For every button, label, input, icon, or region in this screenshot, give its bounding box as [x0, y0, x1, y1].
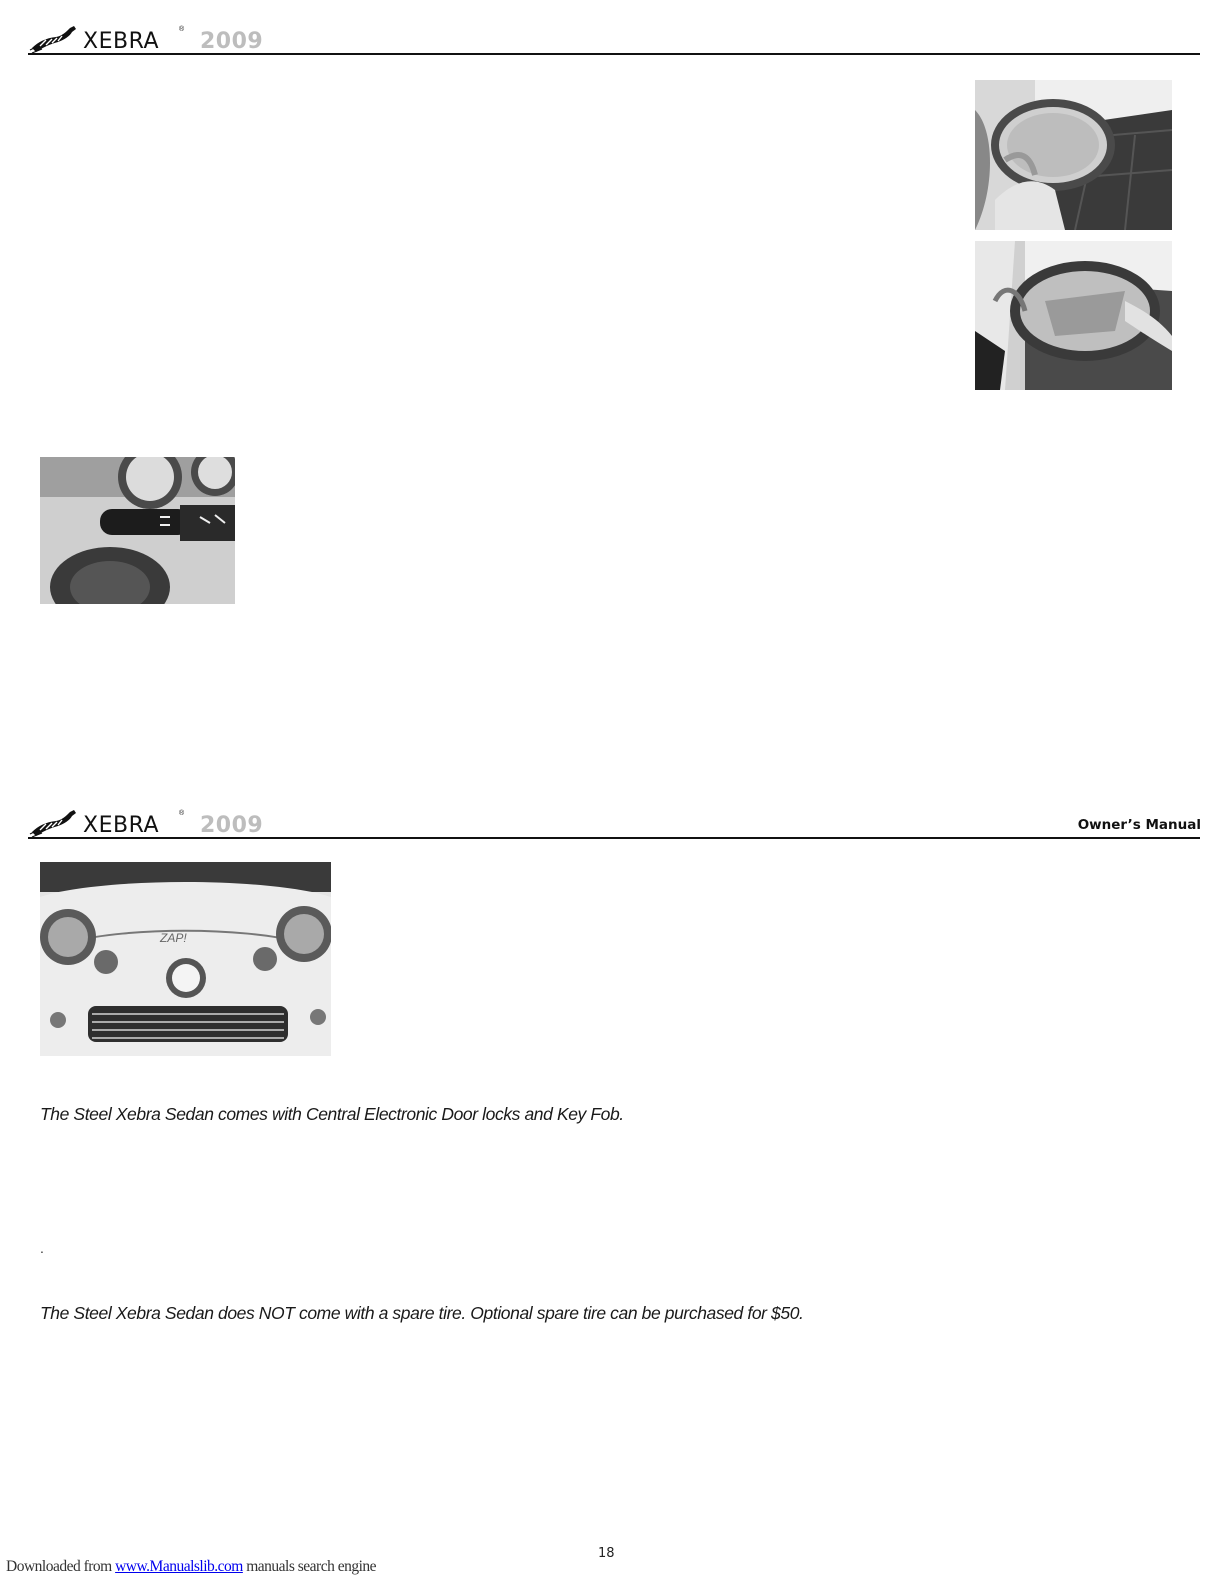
- mirror-removal-photo: [975, 80, 1172, 230]
- zebra-logo-icon: [28, 20, 80, 54]
- brand-year: 2009: [200, 29, 264, 54]
- header-rule-top: [28, 53, 1200, 55]
- brand-wordmark: XEBRA: [83, 813, 160, 838]
- brand-header-top: [28, 20, 288, 54]
- sedan-front-photo: [40, 862, 331, 1056]
- manualslib-link[interactable]: www.Manualslib.com: [115, 1558, 243, 1575]
- door-locks-text: The Steel Xebra Sedan comes with Central Electronic Door locks and Key Fob.: [40, 1104, 624, 1124]
- zap-badge: ZAP!: [160, 931, 187, 945]
- page-number: 18: [598, 1546, 615, 1561]
- manual-title: Owner’s Manual: [1077, 817, 1201, 833]
- brand-year: 2009: [200, 813, 264, 838]
- header-rule-bottom: [28, 837, 1200, 839]
- spare-tire-text: The Steel Xebra Sedan does NOT come with a spare tire. Optional spare tire can be purchased for $50.: [40, 1303, 804, 1323]
- stray-dot: .: [40, 1240, 44, 1256]
- footer-prefix: Downloaded from: [6, 1558, 116, 1575]
- download-footer: [6, 1558, 376, 1576]
- brand-header-bottom: [28, 804, 288, 838]
- registered-mark: ®: [179, 26, 185, 33]
- registered-mark: ®: [179, 810, 185, 817]
- mirror-installed-photo: [975, 241, 1172, 390]
- footer-suffix: manuals search engine: [242, 1558, 377, 1575]
- brand-wordmark: XEBRA: [83, 29, 160, 54]
- zebra-logo-icon: [28, 804, 80, 838]
- turn-signal-stalk-photo: [40, 457, 235, 604]
